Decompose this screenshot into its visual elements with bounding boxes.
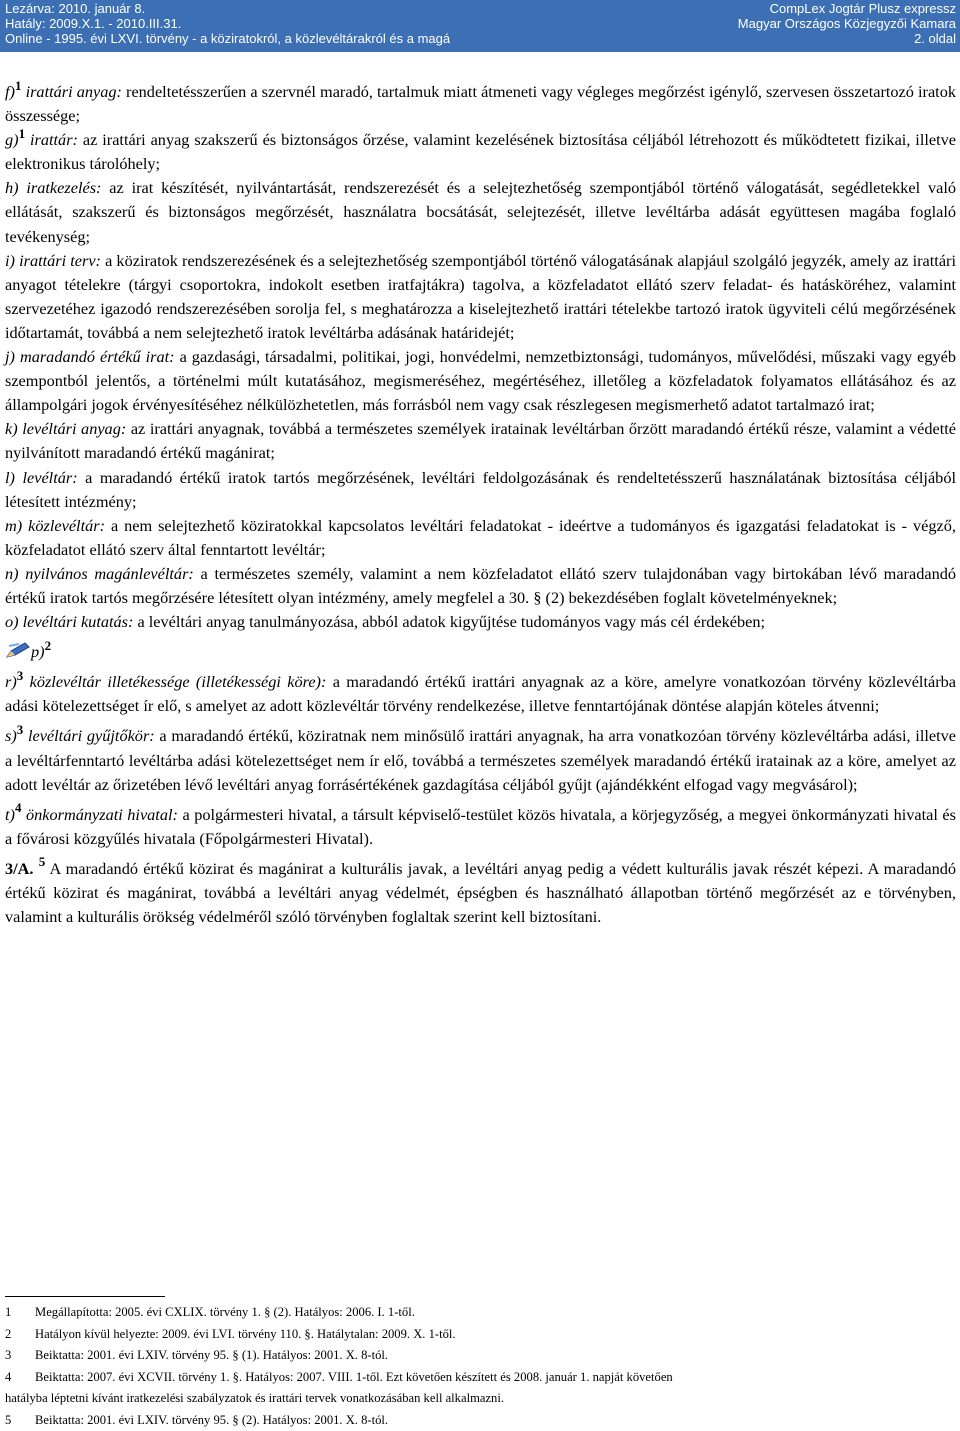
para-o [5,610,956,634]
definition: az irat készítését, nyilvántartását, rendszerezését és a selejtezhetőség szempontjából történő válogatását, segédletekkel való ellátását, szakszerű és biztonságos megőrzését, használatra bocsátását, selejtezését, illetve levéltárba adását együttesen magába foglaló tevékenység; [5,178,956,245]
footnote-text: Megállapította: 2005. évi CXLIX. törvény 1. § (2). Hatályos: 2006. I. 1-től. [35,1305,415,1319]
definition: a gazdasági, társadalmi, politikai, jogi, honvédelmi, nemzetbiztonsági, tudományos, művelődési, műszaki vagy egyéb szempontból jelentős, a történelmi múlt kutatásához, megismeréséhez, megértéséhez, illetőleg a közfeladatok folyamatos ellátásához és az állampolgári jogok érvényesítéséhez nélkülözhetetlen, más forrásból nem vagy csak részlegesen megismerhető adatot tartalmazó irat; [5,347,956,414]
footnote-item [5,1410,956,1431]
header-closed-date: Lezárva: 2010. január 8. [5,1,450,16]
footnote-number: 4 [5,1367,35,1389]
footnote-ref[interactable]: 3 [17,722,24,737]
para-h [5,176,956,248]
definition: rendeltetésszerűen a szervnél maradó, tartalmuk miatt átmeneti vagy végleges megőrzést igénylő, szervesen összetartozó iratok összessége; [5,82,956,125]
footnote-item [5,1367,956,1389]
item-label: l) [5,468,15,487]
section-text: A maradandó értékű közirat és magánirat a kulturális javak, a levéltári anyag pedig a védett kulturális javak részét képezi. A maradandó értékű közirat és magánirat, továbbá a levéltári anyag védelmét, épségben és használható állapotban történő megőrzését az e törvényben, valamint a kulturális örökség védelméről szóló törvényben foglaltak szerint kell biztosítani. [5,859,956,926]
definition: a polgármesteri hivatal, a társult képviselő-testület közös hivatala, a körjegyzőség, a megyei önkormányzati hivatal és a fővárosi közgyűlés hivatala (Főpolgármesteri Hivatal). [5,805,956,848]
footnote-ref[interactable]: 5 [39,854,46,869]
para-f [5,80,956,128]
footnote-separator [5,1296,165,1297]
header-effect-period: Hatály: 2009.X.1. - 2010.III.31. [5,16,450,31]
footnote-item [5,1324,956,1346]
para-m [5,514,956,562]
item-label: p) [31,642,45,661]
page-header [0,0,960,52]
item-label: g) [5,130,19,149]
definition: a levéltári anyag tanulmányozása, abból adatok kigyűjtése tudományos vagy más cél érdekében; [133,612,765,631]
definition: a maradandó értékű iratok tartós megőrzésének, levéltári feldolgozásának és rendeltetésszerű használatának biztosítása céljából létesített intézmény; [5,468,956,511]
term: levéltári kutatás: [23,612,134,631]
footnote-continuation [5,1388,956,1410]
header-product: CompLex Jogtár Plusz expressz [738,1,956,16]
definition: a köziratok rendszerezésének és a selejtezhetőség szempontjából történő válogatásának alapjául szolgáló jegyzék, amely az irattári anyagot tételekre (tárgyi csoportokra, indokolt esetben iratfajtákra) tagolva, a közfeladatot ellátó szerv feladat- és hatásköréhez, valamint szervezetéhez igazodó rendszerezésében sorolja fel, s meghatározza a kiselejtezhető irattári tételekbe tartozó iratok ügyviteli célú megőrzésének időtartamát, továbbá a nem selejtezhető iratok levéltárba adásának határidejét; [5,251,956,342]
item-label: r) [5,672,17,691]
para-i [5,249,956,345]
footnote-item [5,1345,956,1367]
footnote-number: 1 [5,1302,35,1324]
definition: az irattári anyag szakszerű és biztonságos őrzése, valamint kezelésének biztosítása céljából létrehozott és működtetett fizikai, illetve elektronikus tárolóhely; [5,130,956,173]
item-label: f) [5,82,15,101]
item-label: k) [5,419,18,438]
definition: a maradandó értékű irattári anyagnak az a köre, amelyre vonatkozóan törvény közlevéltárba adási kötelezettséget ír elő, s amelyet az adott közlevéltár törvény rendelkezése, illetve fenntartójának döntése alapján köteles átvenni; [5,672,956,715]
item-label: m) [5,516,22,535]
header-page-number: 2. oldal [738,31,956,46]
pencil-icon[interactable] [5,641,31,659]
section-3a [5,857,956,929]
term: levéltári gyűjtőkör: [28,726,155,745]
para-g [5,128,956,176]
para-l [5,466,956,514]
item-label: s) [5,726,17,745]
footnote-number: 2 [5,1324,35,1346]
document-body [5,80,956,929]
item-label: t) [5,805,15,824]
term: nyilvános magánlevéltár: [25,564,194,583]
para-k [5,417,956,465]
definition: a maradandó értékű, köziratnak nem minősülő irattári anyagnak, ha arra vonatkozóan törvény közlevéltárba adási, illetve a levéltárfenntartó levéltárba adási kötelezettséget nem ír elő, továbbá a természetes személyek maradandó értékű iratainak az a köre, amelyet az adott levéltár az őrizetében lévő levéltári anyag forrásértékének gazdagítása céljából gyűjt (ajándékként elfogad vagy megvásárol); [5,726,956,793]
term: közlevéltár illetékessége (illetékességi köre): [30,672,327,691]
definition: a nem selejtezhető köziratokkal kapcsolatos levéltári feladatokat - ideértve a tudományos és igazgatási feladatokat is - végző, közfeladatot ellátó szerv által fenntartott levéltár; [5,516,956,559]
section-number: 3/A. [5,859,34,878]
item-label: n) [5,564,19,583]
term: irattár: [30,130,78,149]
item-label: j) [5,347,15,366]
term: önkormányzati hivatal: [26,805,178,824]
definition: az irattári anyagnak, továbbá a természetes személyek iratainak levéltárban őrzött maradandó értékű része, valamint a védetté nyilvánított maradandó értékű magánirat; [5,419,956,462]
para-r [5,670,956,718]
footnote-text: Beiktatta: 2007. évi XCVII. törvény 1. §. Hatályos: 2007. VIII. 1-től. Ezt követően készített és 2008. január 1. napját követően [35,1370,673,1384]
footnote-text: Beiktatta: 2001. évi LXIV. törvény 95. § (2). Hatályos: 2001. X. 8-tól. [35,1413,388,1427]
para-p [5,640,956,664]
footnotes [5,1302,956,1431]
term: maradandó értékű irat: [20,347,175,366]
footnote-text: hatályba léptetni kívánt iratkezelési szabályzatok és irattári tervek vonatkozásában kell alkalmazni. [5,1391,504,1405]
footnote-text: Hatályon kívül helyezte: 2009. évi LVI. törvény 110. §. Hatálytalan: 2009. X. 1-től. [35,1327,456,1341]
header-licensee: Magyar Országos Közjegyzői Kamara [738,16,956,31]
footnote-number: 5 [5,1410,35,1431]
definition: a természetes személy, valamint a nem közfeladatot ellátó szerv tulajdonában vagy birtokában lévő maradandó értékű iratok tartós megőrzésére létesített olyan intézmény, amely megfelel a 30. § (2) bekezdésében foglalt követelményeknek; [5,564,956,607]
header-left [5,1,450,46]
term: közlevéltár: [28,516,105,535]
term: levéltári anyag: [22,419,126,438]
item-label: h) [5,178,19,197]
footnote-ref[interactable]: 1 [19,126,26,141]
para-n [5,562,956,610]
term: irattári anyag: [26,82,122,101]
footnote-ref[interactable]: 2 [45,638,52,653]
item-label: o) [5,612,19,631]
term: iratkezelés: [26,178,101,197]
para-j [5,345,956,417]
footnote-ref[interactable]: 3 [17,668,24,683]
term: irattári terv: [19,251,101,270]
header-law-title: Online - 1995. évi LXVI. törvény - a köziratokról, a közlevéltárakról és a magá [5,31,450,46]
footnote-item [5,1302,956,1324]
footnote-ref[interactable]: 1 [15,78,22,93]
item-label: i) [5,251,15,270]
footnote-number: 3 [5,1345,35,1367]
footnote-ref[interactable]: 4 [15,800,22,815]
para-t [5,803,956,851]
para-s [5,724,956,796]
term: levéltár: [22,468,77,487]
header-right [738,1,956,46]
footnote-text: Beiktatta: 2001. évi LXIV. törvény 95. § (1). Hatályos: 2001. X. 8-tól. [35,1348,388,1362]
